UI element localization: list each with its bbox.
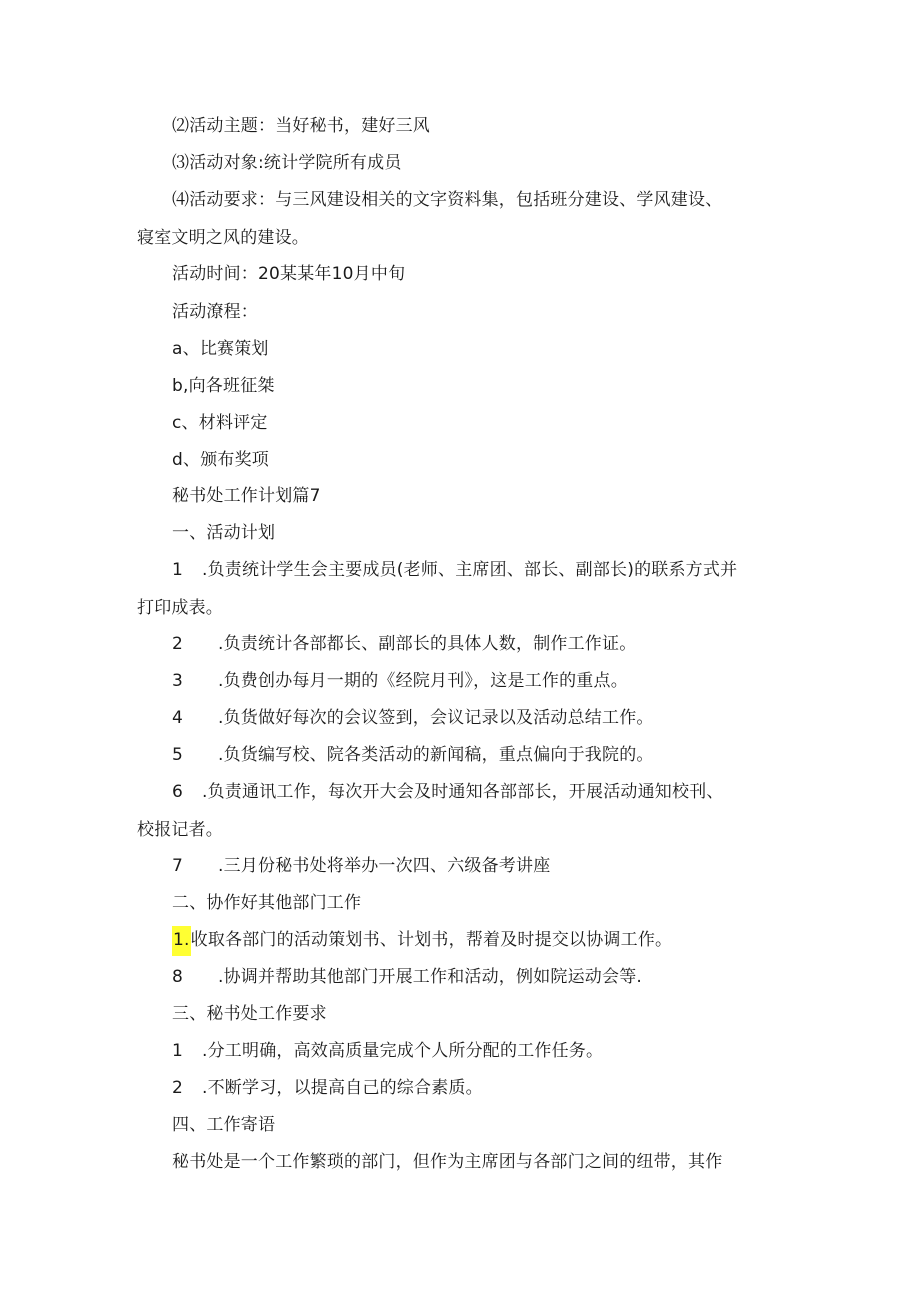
- line-step-c: c、材料评定: [172, 413, 268, 433]
- message-paragraph: 秘书处是一个工作繁琐的部门，但作为主席团与各部门之间的纽带，其作: [172, 1152, 723, 1172]
- cooperation-item-1: 1.收取各部门的活动策划书、计划书，帮着及时提交以协调工作。: [172, 928, 672, 952]
- plan-item-2: 2 .负责统计各部都长、副部长的具体人数，制作工作证。: [172, 634, 637, 654]
- line-activity-requirement-cont: 寝室文明之风的建设。: [137, 228, 309, 248]
- plan-item-3: 3 .负费创办每月一期的《经院月刊》，这是工作的重点。: [172, 671, 628, 691]
- plan-item-1-cont: 打印成表。: [137, 598, 223, 618]
- cooperation-item-8: 8 .协调并帮助其他部门开展工作和活动，例如院运动会等.: [172, 967, 643, 987]
- plan-item-5: 5 .负货编写校、院各类活动的新闻稿，重点偏向于我院的。: [172, 745, 654, 765]
- line-step-b: b,向各班征桀: [172, 376, 275, 396]
- section-heading-message: 四、工作寄语: [172, 1115, 276, 1135]
- plan-item-4: 4 .负货做好每次的会议签到，会议记录以及活动总结工作。: [172, 708, 654, 728]
- section-heading-cooperation: 二、协作好其他部门工作: [172, 893, 362, 913]
- requirement-item-2: 2 .不断学习，以提高自己的综合素质。: [172, 1078, 483, 1098]
- requirement-item-1: 1 .分工明确，高效高质量完成个人所分配的工作任务。: [172, 1041, 604, 1061]
- line-step-a: a、比赛策划: [172, 339, 269, 359]
- section-heading-requirements: 三、秘书处工作要求: [172, 1004, 327, 1024]
- plan-item-1: 1 .负责统计学生会主要成员(老师、主席团、部长、副部长)的联系方式并: [172, 560, 738, 580]
- highlighted-number: 1.: [172, 926, 191, 956]
- line-step-d: d、颁布奖项: [172, 450, 269, 470]
- plan-item-6: 6 .负责通讯工作，每次开大会及时通知各部部长，开展活动通知校刊、: [172, 782, 724, 802]
- line-activity-requirement: ⑷活动要求：与三风建设相关的文字资料集，包括班分建设、学风建设、: [172, 190, 723, 210]
- section-heading-plan7: 秘书处工作计划篇7: [172, 486, 321, 506]
- line-activity-target: ⑶活动对象:统计学院所有成员: [172, 153, 402, 173]
- line-activity-theme: ⑵活动主题：当好秘书，建好三风: [172, 116, 430, 136]
- line-activity-process: 活动潦程：: [172, 302, 258, 322]
- line-activity-time: 活动时间：20某某年10月中旬: [172, 264, 406, 284]
- plan-item-6-cont: 校报记者。: [137, 820, 223, 840]
- plan-item-7: 7 .三月份秘书处将举办一次四、六级备考讲座: [172, 856, 551, 876]
- section-heading-activity-plan: 一、活动计划: [172, 523, 276, 543]
